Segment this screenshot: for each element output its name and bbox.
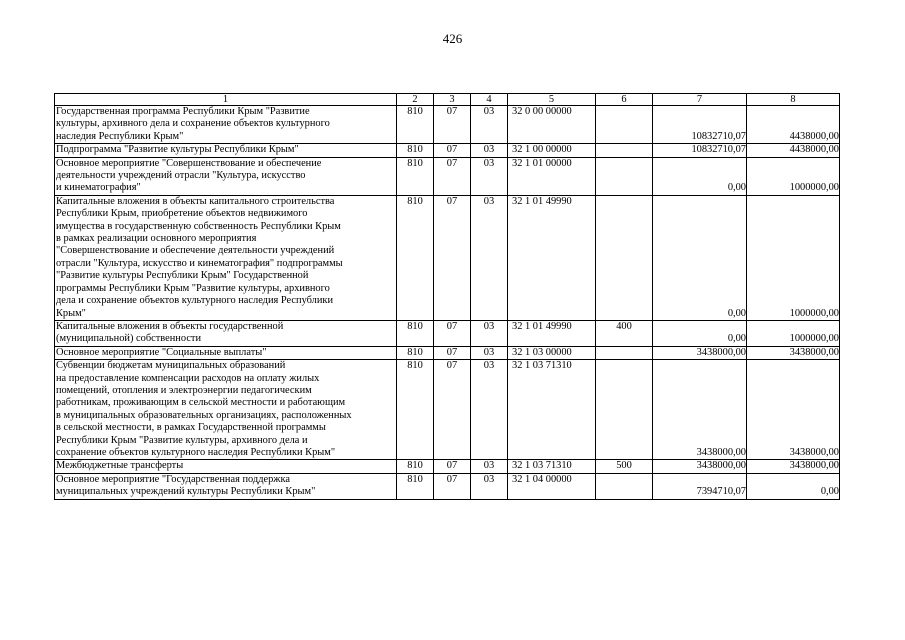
column-header: 2 xyxy=(397,94,434,106)
subsection-code-cell: 03 xyxy=(471,195,508,320)
ministry-code-cell: 810 xyxy=(397,195,434,320)
expense-type-cell xyxy=(596,473,653,499)
row-name-cell xyxy=(55,195,397,320)
amount-col7-cell: 0,00 xyxy=(653,195,747,320)
amount-col8-cell: 3438000,00 xyxy=(747,360,840,460)
row-name-cell xyxy=(55,473,397,499)
table-row xyxy=(55,144,840,157)
row-name-line: работникам, проживающим в сельской местности и работающим xyxy=(56,397,346,409)
amount-col8-cell: 4438000,00 xyxy=(747,144,840,157)
row-name-line: Основное мероприятие "Социальные выплаты" xyxy=(56,346,267,358)
row-name-line: "Развитие культуры Республики Крым" Государственной xyxy=(56,270,309,282)
section-code-cell: 07 xyxy=(434,360,471,460)
row-name-cell xyxy=(55,346,397,359)
ministry-code-cell: 810 xyxy=(397,106,434,144)
target-article-cell: 32 1 03 71310 xyxy=(508,460,596,473)
expense-type-cell: 500 xyxy=(596,460,653,473)
row-name-line: и кинематография" xyxy=(56,182,141,194)
ministry-code-cell: 810 xyxy=(397,360,434,460)
row-name-cell xyxy=(55,144,397,157)
subsection-code-cell: 03 xyxy=(471,320,508,346)
table-row xyxy=(55,106,840,144)
table-header-row xyxy=(55,94,840,106)
column-header: 1 xyxy=(55,94,397,106)
row-name-line: помещений, отопления и электроэнергии педагогическим xyxy=(56,384,312,396)
row-name-line: Основное мероприятие "Государственная поддержка xyxy=(56,473,290,485)
page-number: 426 xyxy=(442,31,463,46)
row-name-line: Основное мероприятие "Совершенствование и обеспечение xyxy=(56,157,322,169)
target-article-cell: 32 1 01 00000 xyxy=(508,157,596,195)
subsection-code-cell: 03 xyxy=(471,106,508,144)
amount-col8-cell: 3438000,00 xyxy=(747,346,840,359)
row-name-line: дела и сохранение объектов культурного наследия Республики xyxy=(56,295,334,307)
row-name-cell xyxy=(55,157,397,195)
row-name-line: Республики Крым, приобретение объектов недвижимого xyxy=(56,208,308,220)
row-name-line: в рамках реализации основного мероприятия xyxy=(56,233,257,245)
row-name-line: Субвенции бюджетам муниципальных образований xyxy=(56,360,286,372)
table-row xyxy=(55,360,840,460)
expense-type-cell xyxy=(596,346,653,359)
section-code-cell: 07 xyxy=(434,195,471,320)
ministry-code-cell: 810 xyxy=(397,157,434,195)
column-header: 7 xyxy=(653,94,747,106)
ministry-code-cell: 810 xyxy=(397,144,434,157)
target-article-cell: 32 1 03 00000 xyxy=(508,346,596,359)
section-code-cell: 07 xyxy=(434,106,471,144)
row-name-line: (муниципальной) собственности xyxy=(56,333,202,345)
table-row xyxy=(55,157,840,195)
column-header: 5 xyxy=(508,94,596,106)
row-name-line: "Совершенствование и обеспечение деятельности учреждений xyxy=(56,245,335,257)
row-name-cell xyxy=(55,360,397,460)
subsection-code-cell: 03 xyxy=(471,144,508,157)
target-article-cell: 32 1 01 49990 xyxy=(508,320,596,346)
row-name-line: на предоставление компенсации расходов на оплату жилых xyxy=(56,372,320,384)
target-article-cell: 32 0 00 00000 xyxy=(508,106,596,144)
ministry-code-cell: 810 xyxy=(397,473,434,499)
expense-type-cell xyxy=(596,195,653,320)
amount-col8-cell: 1000000,00 xyxy=(747,320,840,346)
section-code-cell: 07 xyxy=(434,473,471,499)
subsection-code-cell: 03 xyxy=(471,346,508,359)
table-row xyxy=(55,346,840,359)
amount-col8-cell: 0,00 xyxy=(747,473,840,499)
target-article-cell: 32 1 03 71310 xyxy=(508,360,596,460)
row-name-line: муниципальных учреждений культуры Республики Крым" xyxy=(56,486,316,498)
ministry-code-cell: 810 xyxy=(397,346,434,359)
row-name-cell xyxy=(55,320,397,346)
amount-col7-cell: 3438000,00 xyxy=(653,360,747,460)
row-name-line: Подпрограмма "Развитие культуры Республики Крым" xyxy=(56,144,299,156)
amount-col7-cell: 3438000,00 xyxy=(653,346,747,359)
row-name-line: Капитальные вложения в объекты капитального строительства xyxy=(56,195,335,207)
expense-type-cell xyxy=(596,106,653,144)
row-name-line: в сельской местности, в рамках Государственной программы xyxy=(56,422,326,434)
row-name-line: Межбюджетные трансферты xyxy=(56,460,184,472)
row-name-cell xyxy=(55,460,397,473)
row-name-line: Крым" xyxy=(56,307,86,319)
table-row xyxy=(55,473,840,499)
table-row xyxy=(55,460,840,473)
row-name-line: в муниципальных образовательных организациях, расположенных xyxy=(56,409,352,421)
row-name-line: Капитальные вложения в объекты государственной xyxy=(56,320,284,332)
subsection-code-cell: 03 xyxy=(471,460,508,473)
ministry-code-cell: 810 xyxy=(397,320,434,346)
section-code-cell: 07 xyxy=(434,460,471,473)
amount-col8-cell: 1000000,00 xyxy=(747,157,840,195)
row-name-line: Республики Крым "Развитие культуры, архивного дела и xyxy=(56,434,308,446)
column-header: 3 xyxy=(434,94,471,106)
row-name-line: деятельности учреждений отрасли "Культура, искусство xyxy=(56,170,306,182)
expense-type-cell xyxy=(596,144,653,157)
target-article-cell: 32 1 00 00000 xyxy=(508,144,596,157)
row-name-line: сохранение объектов культурного наследия Республики Крым" xyxy=(56,446,336,458)
expense-type-cell: 400 xyxy=(596,320,653,346)
row-name-line: наследия Республики Крым" xyxy=(56,130,184,142)
row-name-line: Государственная программа Республики Крым "Развитие xyxy=(56,106,310,117)
table-row xyxy=(55,195,840,320)
section-code-cell: 07 xyxy=(434,320,471,346)
amount-col7-cell: 7394710,07 xyxy=(653,473,747,499)
expense-type-cell xyxy=(596,360,653,460)
table-row xyxy=(55,320,840,346)
row-name-cell xyxy=(55,106,397,144)
column-header: 6 xyxy=(596,94,653,106)
section-code-cell: 07 xyxy=(434,144,471,157)
target-article-cell: 32 1 04 00000 xyxy=(508,473,596,499)
section-code-cell: 07 xyxy=(434,346,471,359)
subsection-code-cell: 03 xyxy=(471,473,508,499)
amount-col8-cell: 4438000,00 xyxy=(747,106,840,144)
expense-type-cell xyxy=(596,157,653,195)
section-code-cell: 07 xyxy=(434,157,471,195)
ministry-code-cell: 810 xyxy=(397,460,434,473)
row-name-line: культуры, архивного дела и сохранение объектов культурного xyxy=(56,118,330,130)
amount-col8-cell: 1000000,00 xyxy=(747,195,840,320)
amount-col7-cell: 0,00 xyxy=(653,320,747,346)
amount-col7-cell: 0,00 xyxy=(653,157,747,195)
budget-table xyxy=(54,93,840,500)
amount-col7-cell: 10832710,07 xyxy=(653,144,747,157)
row-name-line: имущества в государственную собственность Республики Крым xyxy=(56,220,341,232)
column-header: 8 xyxy=(747,94,840,106)
subsection-code-cell: 03 xyxy=(471,360,508,460)
amount-col7-cell: 3438000,00 xyxy=(653,460,747,473)
subsection-code-cell: 03 xyxy=(471,157,508,195)
target-article-cell: 32 1 01 49990 xyxy=(508,195,596,320)
row-name-line: отрасли "Культура, искусство и кинематография" подпрограммы xyxy=(56,257,343,269)
amount-col8-cell: 3438000,00 xyxy=(747,460,840,473)
column-header: 4 xyxy=(471,94,508,106)
amount-col7-cell: 10832710,07 xyxy=(653,106,747,144)
row-name-line: программы Республики Крым "Развитие культуры, архивного xyxy=(56,282,330,294)
